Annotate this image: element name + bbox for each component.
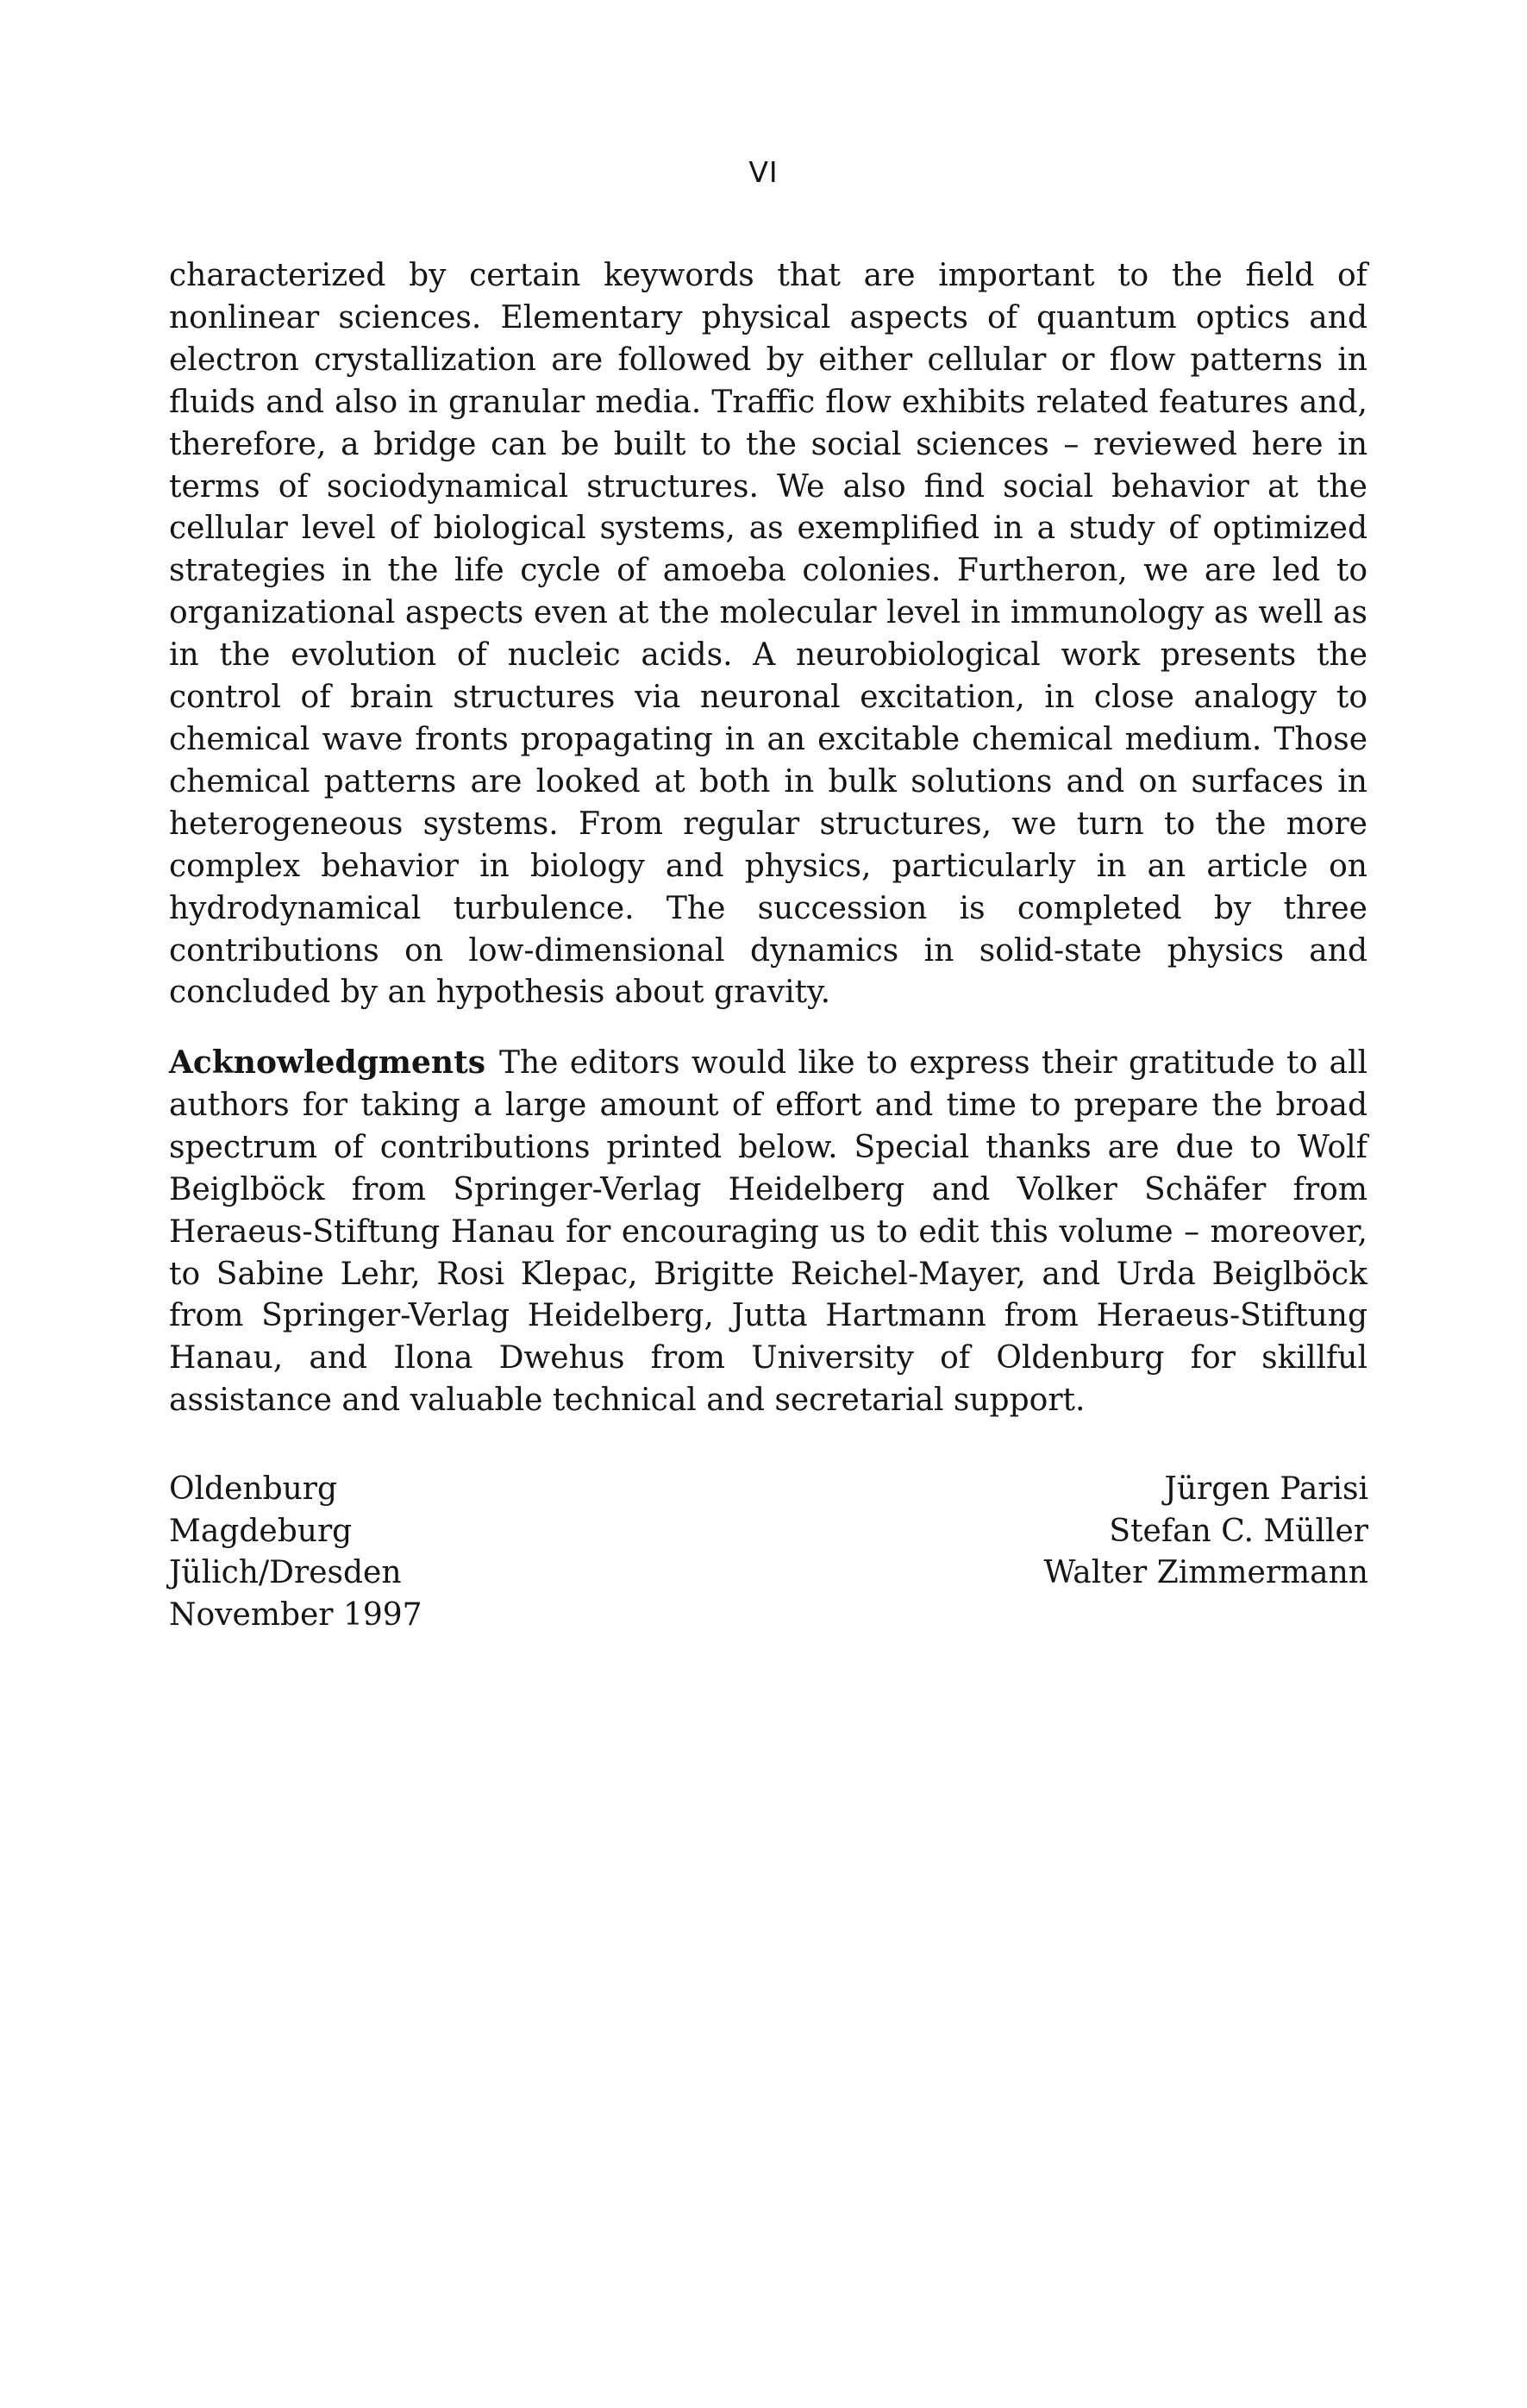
acknowledgments-text: The editors would like to express their gratitude to all authors for taking a large amount of effort and time to prepare the broad spectrum of contributions printed below. Special thanks are due to Wolf Beiglböck from Springer-Verlag Heidelberg and Volker Schäfer from Heraeus-Stiftung Hanau for encouraging us to edit this volume – moreover, to Sabine Lehr, Rosi Klepac, Brigitte Reichel-Mayer, and Urda Beiglböck from Springer-Verlag Heidelberg, Jutta Hartmann from Heraeus-Stiftung Hanau, and Ilona Dwehus from University of Oldenburg for skillful assistance and valuable technical and secretarial support. <box>169 1045 1367 1419</box>
preface-paragraph: characterized by certain keywords that are important to the field of nonlinear sciences. Elementary physical aspects of quantum optics and electron crystallization are followed by either cellular or flow patterns in fluids and also in granular media. Traffic flow exhibits related features and, therefore, a bridge can be built to the social sciences – reviewed here in terms of sociodynamical structures. We also find social behavior at the cellular level of biological systems, as exemplified in a study of optimized strategies in the life cycle of amoeba colonies. Furtheron, we are led to organizational aspects even at the molecular level in immunology as well as in the evolution of nucleic acids. A neurobiological work presents the control of brain structures via neuronal excitation, in close analogy to chemical wave fronts propagating in an excitable chemical medium. Those chemical patterns are looked at both in bulk solutions and on surfaces in heterogeneous systems. From regular structures, we turn to the more complex behavior in biology and physics, particularly in an article on hydrodynamical turbulence. The succession is completed by three contributions on low-dimensional dynamics in solid-state physics and concluded by an hypothesis about gravity. <box>169 258 1367 1011</box>
acknowledgments-heading: Acknowledgments <box>169 1044 485 1081</box>
place-julich-dresden: Jülich/Dresden <box>169 1555 402 1590</box>
acknowledgments-paragraph <box>169 1042 1367 1422</box>
editor-name: Walter Zimmermann <box>1043 1555 1368 1590</box>
signoff-places <box>169 1469 422 1636</box>
editor-name: Stefan C. Müller <box>1109 1513 1368 1549</box>
place-magdeburg: Magdeburg <box>169 1513 353 1549</box>
page-number: VI <box>748 155 779 189</box>
signoff-editors <box>1043 1469 1368 1595</box>
signoff-date: November 1997 <box>169 1596 422 1633</box>
editor-name: Jürgen Parisi <box>1164 1471 1368 1507</box>
place-oldenburg: Oldenburg <box>169 1471 338 1507</box>
